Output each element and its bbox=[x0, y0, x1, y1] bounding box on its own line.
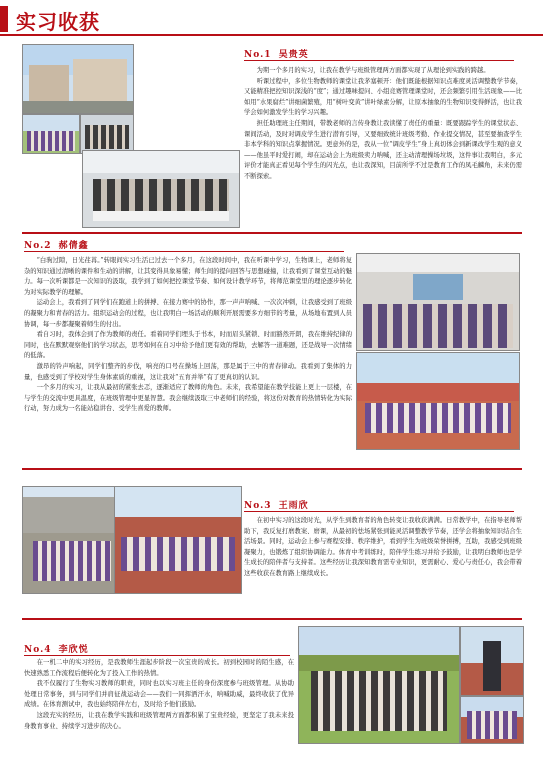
photo-students-grass bbox=[298, 626, 460, 744]
section-2-paragraph: 一个多月的实习，让我从最初的紧张去忑，逐渐适应了教师的角色。未来，我希望能在教学技能上更上一层楼，在与学生的交流中更具温度，在班级管理中更显智慧。我会继续汲取三中老师们的经验，将这份对教育的热情转化为实际行动，努力成为一名能站稳讲台、受学生喜爱的教师。 bbox=[24, 384, 352, 413]
section-2-heading-rule bbox=[24, 251, 344, 252]
section-1-paragraph: 听课过程中，多位生物教师的课堂让我茅塞顿开：他们既能根据知识点难度灵活调整教学节奏，又能精准把控知识深浅的“度”；通过趣味提问、小组竞赛管理课堂时，还会频繁引用生活现象——比如用“水果腐烂”讲细菌繁殖，用“树叶变黄”讲叶绿素分解，让原本抽象的生物知识变得鲜活，也让我学会如何激发学生的学习兴趣。 bbox=[244, 77, 522, 117]
section-3-no: No.3 bbox=[244, 501, 272, 511]
section-2-paragraph: 运动会上，我看到了同学们在跑道上的拼搏、在接力赛中的协作，那一声声呐喊、一次次冲刺，让我感受到了班级的凝聚力和青春的活力。组织运动会的过程，也让我明白一场活动的顺利开展需要多方细节的考量，从场地布置到人员协调，每一步都凝聚着师生的付出。 bbox=[24, 299, 352, 328]
photo-group-standing bbox=[80, 114, 134, 154]
section-divider bbox=[22, 232, 522, 234]
section-2-text bbox=[24, 256, 352, 415]
section-2-paragraph: 激昂的铃声响起，同学们整齐的步伐，响亮的口号在操场上回荡，那是属于三中的青春律动。我看到了集体的力量，也感受到了学校对学生身体素质的重视，这让我对“五育并举”有了更真切的认识。 bbox=[24, 362, 352, 381]
section-divider bbox=[22, 468, 522, 470]
section-3-heading-rule bbox=[244, 511, 514, 512]
section-1-paragraph: 担任助理班主任期间，带教老师的言传身教让我读懂了责任的重量：既要跟踪学生的课堂状态、课间活动，及时对调皮学生进行潜育引导，又要细致统计班级考勤、作业提交情况，甚至要抽查学生非本学科的知识点掌握情况。更意外的是，我从一位“调皮学生”身上真切体会到新课改学生观的意义——他虽平时爱打闹，却在运动会上为班级卖力呐喊，还主动清理操场垃圾，这件事让我明白，多元评价才能真正看见每个学生的闪光点，也让我深知，目前所学不过是教育工作的凤毛麟角，未来仍需不断探索。 bbox=[244, 119, 522, 180]
section-divider bbox=[22, 618, 522, 620]
photo-track-running bbox=[114, 486, 242, 594]
section-3-heading bbox=[244, 498, 309, 511]
title-accent-bar bbox=[0, 6, 8, 32]
section-1-heading-rule bbox=[244, 60, 514, 61]
photo-students-track bbox=[460, 696, 524, 744]
title-underline bbox=[0, 34, 543, 36]
photo-classroom-lecture bbox=[356, 253, 520, 351]
section-1-paragraph: 为期一个多月的实习，让我在教学与班级管理两方面都实现了从理论到实践的跨越。 bbox=[256, 67, 490, 74]
section-1-text bbox=[244, 66, 522, 183]
section-4-paragraph: 我不仅履行了生物实习教师的职责，同时也以实习班主任的身份深度参与班级管理。从协助处理日常事务，到与同学们并肩征战运动会——我们一同挥洒汗水，呐喊助威，最终收获了优异成绩。在体育测试中，我也始终陪伴左右，及时给予他们鼓励。 bbox=[24, 680, 294, 709]
section-3-name: 王雨欣 bbox=[278, 501, 309, 511]
section-1-no: No.1 bbox=[244, 50, 272, 60]
section-4-heading-rule bbox=[24, 655, 290, 656]
section-4-paragraph: 这段充实的经历，让我在教学实践和班级管理两方面都积累了宝贵经验，更坚定了我未来投身教育事业、持续学习进步的决心。 bbox=[24, 711, 294, 730]
section-2-paragraph: “白驹过隙，日光荏苒。”转眼间实习生活已过去一个多月，在这段时间中，我在听课中学习，生物课上，老师将复杂的知识通过清晰的课件和生动的讲解，让其变得具象易懂；师生间的提问回答与思想碰撞，让我看到了课堂互动的魅力。每一次听课都是一次知识的汲取，我学到了如何把控课堂节奏、如何设计教学环节，将师范课堂里的理论逐步转化为对实际教学的理解。 bbox=[24, 257, 352, 296]
photo-classroom-meeting bbox=[82, 150, 240, 228]
section-1-name: 吴贵英 bbox=[278, 50, 309, 60]
photo-students-outdoor bbox=[22, 114, 80, 154]
section-4-name: 李欣悦 bbox=[58, 645, 89, 655]
page-header bbox=[0, 0, 543, 34]
section-2-paragraph: 看自习时，我体会到了作为教师的责任。看着同学们埋头于书本，时而眉头紧锁、时而豁然开朗，我在维持纪律的同时，也在默默观察他们的学习状态，思考如何在自习中给予他们更有效的帮助，去解答一道难题，还是战导一次情绪的低落。 bbox=[24, 331, 352, 360]
photo-campus-building bbox=[22, 44, 134, 114]
section-4-paragraph: 在一机二中的实习经历，是我教师生涯起步阶段一次宝贵的成长。初到校园时的陌生感，在快速熟悉工作流程后便转化为了投入工作的热情。 bbox=[24, 659, 294, 677]
photo-teacher-portrait bbox=[460, 626, 524, 696]
section-2-heading bbox=[24, 238, 89, 251]
section-4-heading bbox=[24, 642, 89, 655]
section-1-heading bbox=[244, 47, 309, 60]
photo-sports-field bbox=[356, 352, 520, 450]
section-4-no: No.4 bbox=[24, 645, 52, 655]
section-4-text bbox=[24, 658, 294, 732]
section-2-no: No.2 bbox=[24, 241, 52, 251]
section-2-name: 郝倩鑫 bbox=[58, 241, 89, 251]
page-title: 实习收获 bbox=[16, 10, 100, 34]
photo-school-parade bbox=[22, 486, 116, 594]
section-3-paragraph: 在初中实习的这段时光，从学生到教育者的角色转变让我收获满满。日常教学中，在指导老师帮助下，我反复打磨教案、磨课，从最初的怯场紧张到能灵活调整教学节奏，还学会将抽象知识结合生活场景。同时，运动会上参与赛程安排、秩序维护，看到学生为班级荣誉拼搏，互助，我感受到班级凝聚力，也锻炼了组织协调能力。体育中考训练时，陪伴学生练习并给予鼓励，让我明白教师也是学生成长的陪伴者与支持者。这些经历让我深知教育需专业知识，更需耐心、爱心与责任心，我会带着这些收获在教育路上继续成长。 bbox=[244, 517, 522, 577]
section-3-text bbox=[244, 516, 522, 580]
